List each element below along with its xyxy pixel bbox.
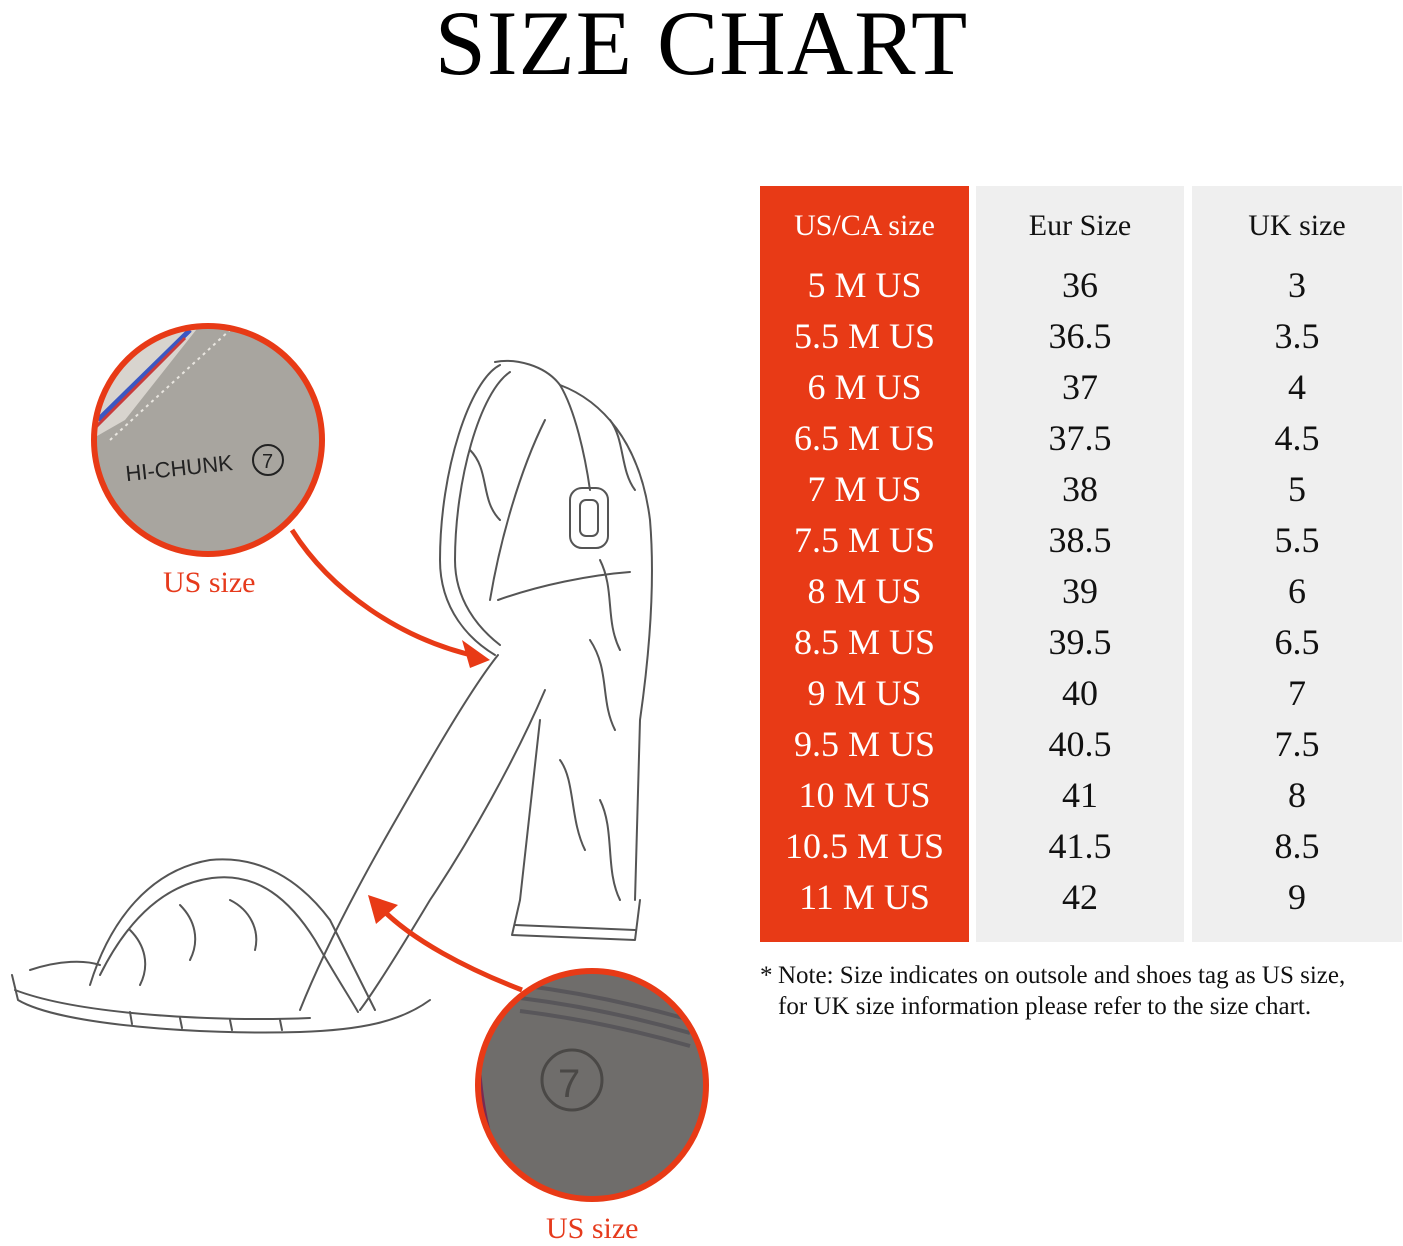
arrow-head-heel — [462, 640, 490, 668]
uk-cell: 4.5 — [1274, 418, 1320, 458]
uk-cell: 8 — [1288, 775, 1306, 815]
uk-cell: 3 — [1288, 265, 1306, 305]
us-cell: 10 M US — [798, 775, 931, 815]
eur-cell: 42 — [1062, 877, 1098, 917]
uk-cell: 6 — [1288, 571, 1306, 611]
uk-cell: 5.5 — [1274, 520, 1320, 560]
eur-cell: 38 — [1062, 469, 1098, 509]
us-ca-column — [760, 186, 969, 942]
eur-cell: 40 — [1062, 673, 1098, 713]
arrow-to-heel — [292, 530, 480, 657]
eur-cell: 38.5 — [1048, 520, 1112, 560]
page-title: SIZE CHART — [434, 0, 969, 94]
uk-column — [1192, 186, 1402, 942]
us-cell: 9.5 M US — [793, 724, 936, 764]
eur-cell: 36 — [1062, 265, 1098, 305]
note-line-1: Note: Size indicates on outsole and shoes tag as US size, — [778, 962, 1346, 989]
us-cell: 8.5 M US — [793, 622, 936, 662]
eur-header: Eur Size — [1028, 209, 1132, 242]
eur-cell: 37.5 — [1048, 418, 1112, 458]
insole-closeup — [90, 320, 330, 560]
us-cell: 11 M US — [799, 877, 930, 917]
us-cell: 5 M US — [807, 265, 922, 305]
eur-cell: 39.5 — [1048, 622, 1112, 662]
uk-cell: 3.5 — [1274, 316, 1320, 356]
us-cell: 7.5 M US — [793, 520, 936, 560]
arrow-to-insole — [378, 905, 522, 990]
us-cell: 10.5 M US — [784, 826, 945, 866]
uk-cell: 8.5 — [1274, 826, 1320, 866]
us-cell: 6.5 M US — [793, 418, 936, 458]
eur-cell: 41.5 — [1048, 826, 1112, 866]
eur-cell: 41 — [1062, 775, 1098, 815]
note-asterisk: * — [760, 962, 773, 989]
insole-size-number: 7 — [262, 451, 274, 473]
us-ca-header: US/CA size — [794, 209, 935, 242]
eur-cell: 39 — [1062, 571, 1098, 611]
us-cell: 8 M US — [807, 571, 922, 611]
sandal-illustration — [0, 300, 740, 1245]
uk-cell: 7.5 — [1274, 724, 1320, 764]
top-callout-label: US size — [163, 566, 256, 599]
eur-cell: 40.5 — [1048, 724, 1112, 764]
us-cell: 9 M US — [807, 673, 922, 713]
us-cell: 7 M US — [807, 469, 922, 509]
eur-column — [976, 186, 1184, 942]
outsole-size-number: 7 — [558, 1062, 581, 1106]
uk-cell: 5 — [1288, 469, 1306, 509]
uk-cell: 7 — [1288, 673, 1306, 713]
note-line-2: for UK size information please refer to the size chart. — [778, 993, 1312, 1020]
uk-header: UK size — [1248, 209, 1346, 242]
us-cell: 5.5 M US — [793, 316, 936, 356]
insole-brand-text: HI-CHUNK — [124, 450, 234, 487]
bottom-callout-label: US size — [546, 1212, 639, 1245]
eur-cell: 36.5 — [1048, 316, 1112, 356]
eur-cell: 37 — [1062, 367, 1098, 407]
uk-cell: 4 — [1288, 367, 1306, 407]
us-cell: 6 M US — [807, 367, 922, 407]
uk-cell: 6.5 — [1274, 622, 1320, 662]
uk-cell: 9 — [1288, 877, 1306, 917]
